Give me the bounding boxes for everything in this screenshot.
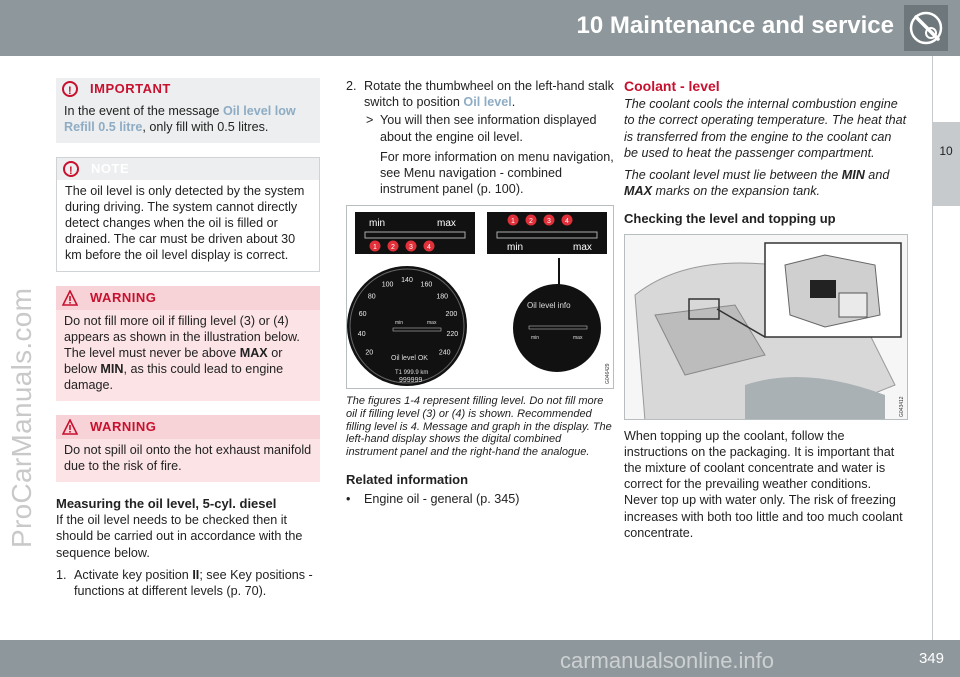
bullet: • [346, 491, 351, 506]
warning-title: WARNING [90, 418, 157, 434]
trip-readout: T1 999.9 km [395, 370, 429, 377]
note-title: NOTE [91, 160, 130, 176]
engine-bay-photo [624, 234, 908, 420]
left-level-marker: 2 [391, 244, 395, 252]
gauge-tick-label: 220 [446, 331, 459, 339]
gauge-tick-label: 40 [357, 331, 366, 339]
gauge-tick-label: 100 [381, 281, 394, 289]
step-item: 1. Activate key position II; see Key positions - functions at different levels (p. 70). [56, 567, 313, 599]
right-level-marker: 4 [565, 218, 569, 226]
coolant-levels: The coolant level must lie between the MIN and MAX marks on the expansion tank. [624, 168, 890, 199]
page-footer [0, 640, 960, 677]
warning-triangle-icon [62, 419, 78, 435]
left-level-marker: 1 [373, 244, 377, 252]
important-title: IMPORTANT [90, 80, 171, 96]
warning-box-fire [56, 415, 320, 482]
figure-code: G046429 [605, 363, 611, 385]
right-max-label: max [573, 242, 592, 254]
note-header [57, 158, 319, 180]
column-right [624, 78, 908, 541]
column-left [56, 78, 320, 599]
right-level-marker: 1 [511, 218, 515, 226]
left-level-marker: 4 [427, 244, 431, 252]
gauge-tick-label: 180 [436, 293, 449, 301]
coolant-heading: Checking the level and topping up [624, 211, 836, 227]
warning-text: Do not spill oil onto the hot exhaust manifold due to the risk of fire. [64, 443, 312, 473]
side-rule-bottom [932, 206, 960, 640]
warning-header [56, 286, 320, 310]
related-link[interactable]: Engine oil - general (p. 345) [364, 491, 520, 506]
page-number: 349 [918, 650, 944, 667]
right-min-label: min [507, 242, 524, 254]
coolant-body: When topping up the coolant, follow the instructions on the packaging. It is important that the mixture of coolant concentrate and water is correct for the prevailing weather conditions. Never top up with water only. The risk of freezing increases with both too little and too much coolant concentrate. [624, 428, 903, 540]
gauge-tick-label: 140 [401, 277, 413, 285]
gauge-tick-label: 60 [358, 311, 367, 319]
gauge-tick-label: 20 [365, 349, 374, 357]
small-min-label: min [395, 320, 404, 327]
left-level-marker: 3 [409, 244, 413, 252]
section-heading: Measuring the oil level, 5-cyl. diesel [56, 496, 277, 511]
info-circle-icon: ! [63, 161, 79, 177]
left-min-label: min [369, 218, 386, 230]
gauge-tick-label: 200 [445, 311, 458, 319]
oil-info-text: Oil level info [527, 301, 571, 311]
related-heading: Related information [346, 472, 469, 488]
section-intro: If the oil level needs to be checked then it should be carried out in accordance with the sequence below. [56, 513, 303, 560]
warning-header [56, 415, 320, 439]
oil-ok-text: Oil level OK [391, 355, 428, 363]
note-box [56, 157, 320, 272]
engine-bay-illustration [625, 235, 908, 420]
photo-code: G043412 [899, 396, 905, 417]
footer-watermark: carmanualsonline.info [560, 648, 775, 673]
odometer-readout: 999999 [399, 377, 423, 385]
right-level-marker: 3 [547, 218, 551, 226]
important-box [56, 78, 320, 143]
small-max-label: max [427, 320, 437, 327]
step-item: 2. Rotate the thumbwheel on the left-hand stalk switch to position Oil level. [346, 79, 614, 110]
chapter-tab-label: 10 [939, 144, 953, 158]
info-max-label: max [573, 335, 583, 342]
gauge-tick-label: 80 [367, 293, 376, 301]
exclamation-circle-icon: ! [62, 81, 78, 97]
important-text: In the event of the message Oil level low Refill 0.5 litre, only fill with 0.5 litres. [64, 104, 296, 134]
display-message: Oil level low Refill 0.5 litre [64, 104, 296, 134]
oil-level-figure [346, 205, 614, 389]
coolant-title: Coolant - level [624, 78, 720, 94]
column-middle [346, 78, 614, 507]
info-min-label: min [531, 335, 540, 342]
left-max-label: max [437, 218, 456, 230]
warning-text: Do not fill more oil if filling level (3) or (4) appears as shown in the illustration below. The level must never be above MAX or below MIN, as this could lead to engine damage. [64, 314, 300, 392]
related-item[interactable] [346, 491, 614, 507]
sub-paragraph: For more information on menu navigation, see Menu navigation - combined instrument panel (p. 100). [380, 149, 614, 197]
right-level-marker: 2 [529, 218, 533, 226]
menu-position: Oil level [463, 95, 512, 110]
warning-box-oil [56, 286, 320, 401]
important-header [56, 78, 320, 100]
side-watermark: ProCarManuals.com [6, 287, 37, 548]
coolant-intro: The coolant cools the internal combustion engine to the correct operating temperature. The heat that is transferred from the engine to the coolant can be used to heat the passenger compartment. [624, 97, 907, 160]
warning-title: WARNING [90, 289, 157, 305]
side-rule-top [932, 56, 960, 122]
page-header [0, 0, 960, 56]
gauge-tick-label: 240 [438, 349, 451, 357]
sub-step: > You will then see information displayed about the engine oil level. [366, 113, 597, 144]
oil-level-illustration [347, 206, 615, 390]
wrench-gear-icon [902, 3, 950, 53]
gauge-tick-label: 160 [420, 281, 433, 289]
chapter-title: 10 Maintenance and service [576, 12, 894, 39]
warning-triangle-icon [62, 290, 78, 306]
figure-caption: The figures 1-4 represent filling level. Do not fill more oil if filling level (3) or (4) is shown. Recommended filling level is 4. Message and graph in the display. The left-hand display shows the digital combined instrument panel and the right-hand the analogue. [346, 395, 612, 458]
chapter-tab[interactable] [932, 122, 960, 206]
note-text: The oil level is only detected by the system during driving. The system cannot directly detect changes when the oil is filled or drained. The car must be driven about 30 km before the oil level display is correct. [65, 184, 305, 262]
